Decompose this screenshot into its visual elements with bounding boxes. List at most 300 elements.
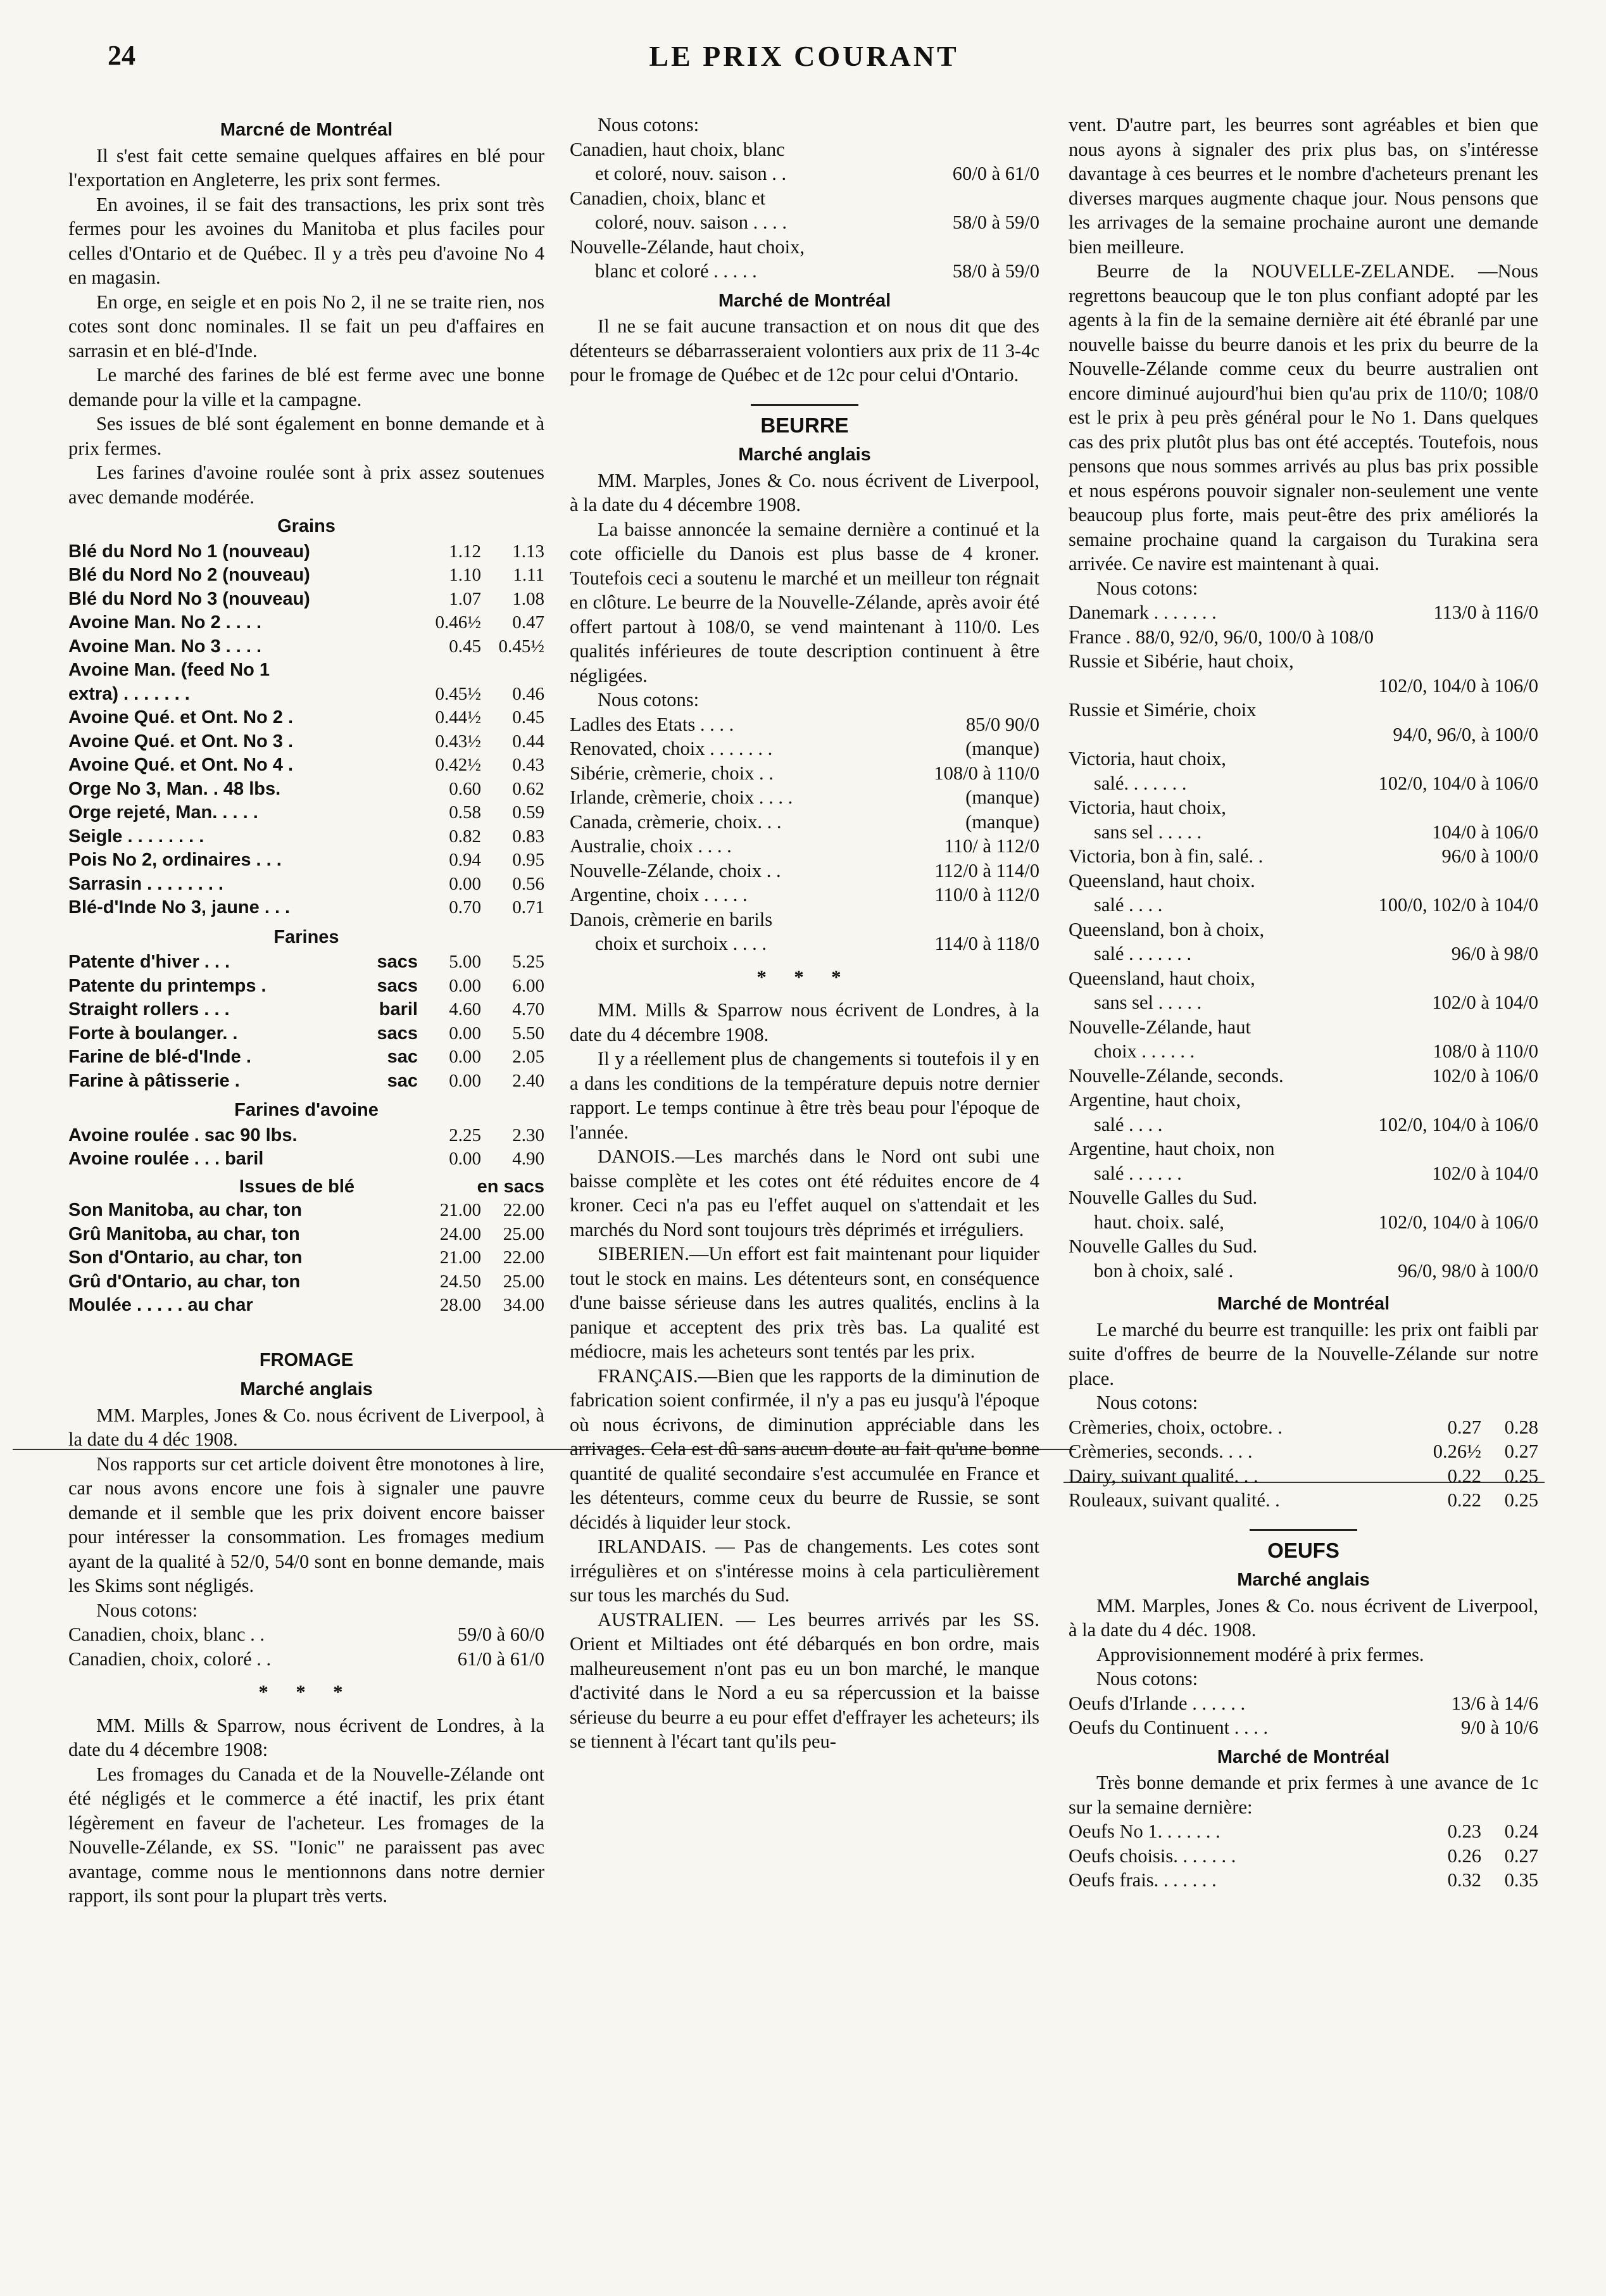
price-value: 102/0 à 106/0 <box>1432 1064 1538 1087</box>
price-row <box>570 810 1039 835</box>
price-low: 0.00 <box>449 1070 481 1091</box>
table-row <box>68 564 544 588</box>
price-value: 108/0 à 110/0 <box>934 762 1039 784</box>
paragraph: MM. Mills & Sparrow nous écrivent de Londres, à la date du 4 décembre 1908. <box>570 999 1039 1045</box>
price-row <box>1069 674 1538 698</box>
row-label: Farine de blé-d'Inde . <box>68 1047 251 1067</box>
price-row <box>1069 1113 1538 1137</box>
section-heading: Marché de Montréal <box>1217 1746 1390 1767</box>
price-row <box>1069 649 1538 674</box>
price-row <box>1069 1464 1538 1489</box>
price-high: 0.43 <box>512 755 544 775</box>
price-value: 110/0 à 112/0 <box>934 884 1039 905</box>
price-value: 102/0, 104/0 à 106/0 <box>1378 674 1538 697</box>
price-low: 0.00 <box>449 1023 481 1044</box>
row-label: Irlande, crèmerie, choix . . . . <box>570 786 793 808</box>
price-low: 0.22 <box>1447 1489 1481 1511</box>
row-label: Russie et Sibérie, haut choix, <box>1069 650 1294 672</box>
price-row <box>1069 1415 1538 1440</box>
price-row <box>570 137 1039 162</box>
table-row <box>68 611 544 635</box>
price-value: 58/0 à 59/0 <box>952 260 1039 282</box>
price-row <box>1069 1844 1538 1869</box>
table-row <box>68 588 544 612</box>
price-low: 0.00 <box>449 873 481 894</box>
unit: sacs <box>377 1023 418 1044</box>
section-heading: OEUFS <box>1267 1538 1339 1562</box>
price-row <box>1069 1161 1538 1186</box>
divider-rule <box>751 404 858 406</box>
separator-stars: * * * <box>756 966 853 988</box>
price-high: 0.25 <box>1504 1465 1538 1487</box>
row-label: Orge No 3, Man. . 48 lbs. <box>68 778 281 799</box>
price-row <box>1069 893 1538 918</box>
price-low: 1.12 <box>449 541 481 562</box>
price-high: 25.00 <box>503 1271 544 1292</box>
row-label: bon à choix, salé . <box>1094 1259 1234 1282</box>
price-row <box>1069 990 1538 1015</box>
price-row <box>570 907 1039 932</box>
row-label: Blé du Nord No 1 (nouveau) <box>68 541 310 562</box>
price-low: 2.25 <box>449 1125 481 1145</box>
row-label: Victoria, haut choix, <box>1069 797 1226 818</box>
table-row <box>68 540 544 564</box>
price-low: 0.26 <box>1447 1845 1481 1867</box>
paragraph: Les farines d'avoine roulée sont à prix assez soutenues avec demande modérée. <box>68 462 544 508</box>
row-label <box>1069 722 1393 747</box>
price-high: 5.50 <box>512 1023 544 1044</box>
price-high: 0.46 <box>512 683 544 704</box>
row-label: Crèmeries, seconds. . . . <box>1069 1441 1253 1462</box>
section-heading: Farines <box>273 926 339 947</box>
price-row <box>1069 795 1538 820</box>
row-label: sans sel . . . . . <box>1094 821 1202 843</box>
row-label: Dairy, suivant qualité. . . <box>1069 1465 1258 1487</box>
table-row <box>68 1246 544 1270</box>
price-low: 0.27 <box>1447 1416 1481 1438</box>
row-label: Straight rollers . . . <box>68 999 230 1019</box>
price-low: 24.00 <box>439 1223 481 1244</box>
row-label: Nouvelle-Zélande, seconds. <box>1069 1064 1284 1087</box>
price-row <box>570 161 1039 186</box>
paragraph: FRANÇAIS.—Bien que les rapports de la diminution de fabrication soient confirmée, il n'y a pas eu jusqu'à l'époque où nous écrivons, de diminution appréciable dans les arrivages. Cela est dû sans aucun doute au fait qu'une bonne quantité de qualité secondaire s'est accumulée en France et les détenteurs, comme ceux du beurre de Russie, se sont décidés à liquider leur stock. <box>570 1365 1039 1533</box>
price-row <box>1069 1039 1538 1064</box>
price-high: 0.24 <box>1504 1820 1538 1842</box>
price-row <box>1069 1137 1538 1161</box>
paragraph: Il s'est fait cette semaine quelques affaires en blé pour l'exportation en Angleterre, les prix sont fermes. <box>68 144 544 191</box>
row-label: Queensland, bon à choix, <box>1069 918 1265 940</box>
price-high: 0.28 <box>1504 1416 1538 1438</box>
price-value: 102/0 à 104/0 <box>1432 1162 1538 1184</box>
table-row <box>68 1069 544 1094</box>
paragraph: En avoines, il se fait des transactions, les prix sont très fermes pour les avoines du Manitoba et plus faciles pour celles d'Ontario et de Québec. Il y a très peu d'avoine No 4 en magasin. <box>68 193 544 288</box>
price-low: 0.94 <box>449 850 481 870</box>
row-label: Avoine roulée . . . baril <box>68 1149 264 1169</box>
row-label: salé . . . . <box>1094 1113 1163 1135</box>
price-row <box>1069 1259 1538 1284</box>
price-value: 59/0 à 60/0 <box>457 1624 544 1645</box>
price-high: 2.30 <box>512 1125 544 1145</box>
price-high: 34.00 <box>503 1295 544 1315</box>
row-label <box>1069 674 1379 698</box>
price-row <box>1069 869 1538 893</box>
price-value: 58/0 à 59/0 <box>952 211 1039 233</box>
price-row <box>1069 1015 1538 1040</box>
price-row <box>1069 942 1538 966</box>
section-subheading: Marché anglais <box>1237 1570 1370 1590</box>
row-label: Queensland, haut choix, <box>1069 967 1255 989</box>
price-value: 94/0, 96/0, à 100/0 <box>1393 723 1538 745</box>
price-value: 102/0, 104/0 à 106/0 <box>1378 1113 1538 1135</box>
price-low: 0.00 <box>449 1149 481 1169</box>
issues-table <box>68 1199 544 1318</box>
price-low: 0.22 <box>1447 1465 1481 1487</box>
row-label: Russie et Simérie, choix <box>1069 699 1257 721</box>
price-high: 0.56 <box>512 873 544 894</box>
page-header <box>70 39 1538 84</box>
page-title: LE PRIX COURANT <box>649 40 959 72</box>
section-heading: BEURRE <box>760 413 849 437</box>
row-label: Crèmeries, choix, octobre. . <box>1069 1416 1283 1438</box>
unit: baril <box>379 999 418 1019</box>
price-low: 0.26½ <box>1433 1441 1481 1462</box>
price-value: 13/6 à 14/6 <box>1451 1692 1538 1714</box>
unit: sacs <box>377 975 418 996</box>
row-label: Blé-d'Inde No 3, jaune . . . <box>68 897 291 918</box>
montreal-beurre-prices <box>1069 1415 1538 1513</box>
price-value: 100/0, 102/0 à 104/0 <box>1378 894 1538 916</box>
label: Nous cotons: <box>1096 1668 1198 1689</box>
row-label: Danois, crèmerie en barils <box>570 908 773 930</box>
table-row <box>68 635 544 659</box>
paragraph: AUSTRALIEN. — Les beurres arrivés par les SS. Orient et Miltiades ont été débarqués en bon ordre, mais malheureusement n'ont pas eu un bon marché, le manque d'activité dans le Nord a eu sa répercussion et la baisse sérieuse du beurre a eu pour effet d'effrayer les acheteurs; ils se tiennent à l'écart tant qu'ils peu- <box>570 1608 1039 1752</box>
price-row <box>1069 747 1538 771</box>
price-low: 21.00 <box>439 1200 481 1220</box>
table-row <box>68 1022 544 1046</box>
row-label: choix . . . . . . <box>1094 1040 1195 1062</box>
price-low: 0.00 <box>449 975 481 996</box>
price-row <box>1069 844 1538 869</box>
price-value: 114/0 à 118/0 <box>934 933 1039 954</box>
price-high: 5.25 <box>512 952 544 972</box>
unit: sac <box>387 1047 418 1067</box>
label: Nous cotons: <box>1096 1392 1198 1413</box>
price-low: 0.45½ <box>435 683 481 704</box>
table-row <box>68 1124 544 1148</box>
price-high: 0.27 <box>1504 1845 1538 1867</box>
row-label: coloré, nouv. saison . . . . <box>595 211 787 233</box>
price-row <box>570 931 1039 956</box>
price-row <box>1069 1234 1538 1259</box>
price-row <box>68 1647 544 1672</box>
row-label: Canada, crèmerie, choix. . . <box>570 811 782 833</box>
column-3 <box>1069 113 1538 1893</box>
row-label: Nouvelle-Zélande, choix . . <box>570 859 781 881</box>
paragraph: Il y a réellement plus de changements si toutefois il y en a dans les conditions de la température depuis notre dernier rapport. Le temps continue à être très beau pour l'époque de l'année. <box>570 1048 1039 1143</box>
price-value: 112/0 à 114/0 <box>934 859 1039 881</box>
price-low: 21.00 <box>439 1247 481 1268</box>
price-low: 1.10 <box>449 565 481 585</box>
price-value: 60/0 à 61/0 <box>952 163 1039 184</box>
table-row <box>68 1199 544 1223</box>
price-low: 0.60 <box>449 778 481 799</box>
price-row <box>570 785 1039 810</box>
price-high: 4.90 <box>512 1149 544 1169</box>
paragraph: Ses issues de blé sont également en bonne demande et à prix fermes. <box>68 413 544 459</box>
paragraph: Nos rapports sur cet article doivent être monotones à lire, car nous avons encore une fois à signaler une pauvre demande et il semble que les prix doivent encore baisser pour intéresser la consommation. Les fromages medium ayant de la qualité à 52/0, 54/0 sont en bonne demande, mais les Skims sont négligés. <box>68 1453 544 1596</box>
row-label: Victoria, haut choix, <box>1069 748 1226 769</box>
row-label: Avoine Qué. et Ont. No 2 . <box>68 707 294 728</box>
row-label: Argentine, haut choix, non <box>1069 1138 1275 1159</box>
table-row <box>68 1270 544 1294</box>
row-label: salé . . . . . . . <box>1094 943 1192 964</box>
table-row <box>68 1045 544 1069</box>
row-label: Farine à pâtisserie . <box>68 1070 240 1091</box>
row-label: Blé du Nord No 3 (nouveau) <box>68 588 310 609</box>
price-row <box>68 1622 544 1647</box>
price-value: 96/0 à 98/0 <box>1451 943 1538 964</box>
price-value: 108/0 à 110/0 <box>1433 1040 1538 1062</box>
price-value: 110/ à 112/0 <box>944 835 1039 857</box>
section-heading: Marcné de Montréal <box>220 120 393 140</box>
price-low: 0.45 <box>449 636 481 657</box>
table-row <box>68 683 544 707</box>
paragraph: Approvisionnement modéré à prix fermes. <box>1096 1643 1424 1665</box>
row-label: Queensland, haut choix. <box>1069 869 1255 892</box>
row-label: Canadien, choix, blanc . . <box>68 1624 265 1645</box>
label: Nous cotons: <box>598 114 699 136</box>
table-row <box>68 896 544 920</box>
row-label: France . 88/0, 92/0, 96/0, 100/0 à 108/0 <box>1069 626 1374 648</box>
price-high: 0.62 <box>512 778 544 799</box>
price-high: 0.45½ <box>498 636 544 657</box>
farines-table <box>68 950 544 1093</box>
price-row <box>570 859 1039 883</box>
row-label: Renovated, choix . . . . . . . <box>570 738 773 759</box>
fromage-cotons <box>570 137 1039 284</box>
section-heading: Farines d'avoine <box>234 1100 379 1120</box>
row-label: Oeufs No 1. . . . . . . <box>1069 1820 1220 1842</box>
price-row <box>570 186 1039 211</box>
paragraph: MM. Marples, Jones & Co. nous écrivent de Liverpool, à la date du 4 déc 1908. <box>68 1404 544 1450</box>
row-label: Son d'Ontario, au char, ton <box>68 1247 303 1268</box>
row-label: Victoria, bon à fin, salé. . <box>1069 845 1264 867</box>
row-label: Avoine Qué. et Ont. No 4 . <box>68 755 294 775</box>
price-row <box>1069 1064 1538 1088</box>
price-low: 0.58 <box>449 802 481 823</box>
price-row <box>570 736 1039 761</box>
price-value: 96/0, 98/0 à 100/0 <box>1398 1259 1538 1282</box>
price-row <box>570 761 1039 786</box>
price-high: 4.70 <box>512 999 544 1019</box>
row-label: Rouleaux, suivant qualité. . <box>1069 1489 1280 1511</box>
price-row <box>1069 1088 1538 1113</box>
price-row <box>1069 1439 1538 1464</box>
row-label: Sibérie, crèmerie, choix . . <box>570 762 774 784</box>
divider-rule <box>1250 1529 1357 1531</box>
row-label: Avoine Man. No 3 . . . . <box>68 636 262 657</box>
price-row <box>1069 1185 1538 1210</box>
price-high: 1.08 <box>512 588 544 609</box>
paragraph: MM. Mills & Sparrow, nous écrivent de Londres, à la date du 4 décembre 1908: <box>68 1714 544 1760</box>
intro-paragraphs <box>68 144 544 510</box>
unit: sacs <box>377 952 418 972</box>
paragraph: DANOIS.—Les marchés dans le Nord ont subi une baisse complète et les cotes ont été réduites encore de 4 kroner. Ceci n'a pas eu l'effet auquel on s'attendait et les marchés du Nord sont toujours très déprimés et irréguliers. <box>570 1145 1039 1240</box>
separator-stars: * * * <box>258 1681 354 1703</box>
price-low <box>418 659 481 683</box>
price-row <box>570 712 1039 737</box>
table-row <box>68 825 544 849</box>
paragraph: Très bonne demande et prix fermes à une avance de 1c sur la semaine dernière: <box>1069 1772 1538 1818</box>
price-value: 113/0 à 116/0 <box>1433 602 1538 623</box>
paragraph: Beurre de la NOUVELLE-ZELANDE. —Nous regrettons beaucoup que le ton plus confiant adopté par les agents à la fin de la semaine dernière ait été ébranlé par une nouvelle baisse du beurre danois et les prix du beurre de la Nouvelle-Zélande comme ceux du beurre australien ont encore diminué aujourd'hui bien qu'au prix de 110/0; 108/0 est le prix à peu près général pour le No 1. Dans quelques cas des prix plutôt plus bas ont été acceptés. Toutefois, nous pensons que nous sommes arrivés au plus bas prix possible et nous espérons pouvoir signaler non-seulement une vente beaucoup plus forte, mais peut-être des prix améliorés la semaine prochaine quand la cargaison du Turakina sera arrivée. Ce navire est maintenant à quai. <box>1069 260 1538 574</box>
paragraph: En orge, en seigle et en pois No 2, il ne se traite rien, nos cotes sont donc nominales. Il se fait un peu d'affaires en sarrasin et en blé-d'Inde. <box>68 291 544 362</box>
price-low: 24.50 <box>439 1271 481 1292</box>
price-value: (manque) <box>965 786 1039 808</box>
row-label: extra) . . . . . . . <box>68 683 190 704</box>
row-label: Oeufs d'Irlande . . . . . . <box>1069 1692 1246 1714</box>
row-label: Patente d'hiver . . . <box>68 952 230 972</box>
row-label: Blé du Nord No 2 (nouveau) <box>68 565 310 585</box>
beurre-prices <box>570 712 1039 956</box>
price-row <box>570 210 1039 235</box>
label: Nous cotons: <box>96 1599 198 1621</box>
price-high: 22.00 <box>503 1200 544 1220</box>
row-label: blanc et coloré . . . . . <box>595 260 757 282</box>
issues-heading-row <box>68 1175 544 1199</box>
label: Nous cotons: <box>598 689 699 710</box>
row-label: Nouvelle-Zélande, haut choix, <box>570 236 805 258</box>
price-low: 0.42½ <box>435 755 481 775</box>
row-label: Danemark . . . . . . . <box>1069 602 1217 623</box>
paragraph: Les fromages du Canada et de la Nouvelle-Zélande ont été négligés et le commerce a été inactif, les prix étant légèrement en faveur de l'acheteur. Les fromages de la Nouvelle-Zélande, ex SS. "Ionic" ne paraissent pas avec avantage, comme nous le mentionnons dans notre dernier rapport, ils sont pour la plupart très verts. <box>68 1763 544 1907</box>
price-row <box>1069 1488 1538 1513</box>
table-row <box>68 998 544 1022</box>
price-high: 1.11 <box>513 565 544 585</box>
table-row <box>68 1147 544 1171</box>
row-label: Orge rejeté, Man. . . . . <box>68 802 258 823</box>
grains-table <box>68 540 544 920</box>
price-value: (manque) <box>965 811 1039 833</box>
price-low: 0.82 <box>449 826 481 847</box>
price-high: 0.95 <box>512 850 544 870</box>
oeufs-prices <box>1069 1691 1538 1740</box>
price-row <box>1069 918 1538 942</box>
price-low: 5.00 <box>449 952 481 972</box>
table-row <box>68 659 544 683</box>
price-value: 61/0 à 61/0 <box>457 1648 544 1670</box>
section-heading: Grains <box>277 516 336 536</box>
row-label: Nouvelle Galles du Sud. <box>1069 1187 1258 1208</box>
table-row <box>68 778 544 802</box>
price-low: 0.23 <box>1447 1820 1481 1842</box>
row-label: choix et surchoix . . . . <box>595 933 767 954</box>
section-heading: Marché de Montréal <box>1217 1294 1390 1314</box>
row-label: Forte à boulanger. . <box>68 1023 238 1044</box>
table-row <box>68 950 544 975</box>
row-label: Avoine Qué. et Ont. No 3 . <box>68 731 294 752</box>
price-value: 85/0 90/0 <box>965 713 1039 735</box>
price-high <box>481 659 544 683</box>
price-value: 96/0 à 100/0 <box>1441 845 1538 867</box>
row-label: Avoine roulée . sac 90 lbs. <box>68 1125 298 1145</box>
price-row <box>1069 722 1538 747</box>
row-label: Moulée . . . . . au char <box>68 1295 253 1315</box>
price-low: 0.46½ <box>435 612 481 633</box>
section-subheading: Marché anglais <box>240 1379 373 1399</box>
table-row <box>68 1223 544 1247</box>
table-row <box>68 873 544 897</box>
section-subheading: Marché anglais <box>738 445 871 465</box>
row-label: Australie, choix . . . . <box>570 835 732 857</box>
row-label: Pois No 2, ordinaires . . . <box>68 850 282 870</box>
row-label: Argentine, haut choix, <box>1069 1089 1241 1111</box>
price-high: 0.27 <box>1504 1441 1538 1462</box>
row-label: sans sel . . . . . <box>1094 992 1202 1013</box>
section-heading: Issues de blé <box>239 1176 355 1197</box>
column-2 <box>570 113 1039 1754</box>
row-label: Nouvelle-Zélande, haut <box>1069 1016 1251 1038</box>
price-row <box>1069 1868 1538 1893</box>
paragraph: MM. Marples, Jones & Co. nous écrivent de Liverpool, à la date du 4 déc. 1908. <box>1069 1594 1538 1641</box>
price-high: 0.25 <box>1504 1489 1538 1511</box>
price-high: 22.00 <box>503 1247 544 1268</box>
price-high: 25.00 <box>503 1223 544 1244</box>
row-label: Canadien, choix, coloré . . <box>68 1648 272 1670</box>
price-row <box>570 235 1039 260</box>
price-row <box>570 259 1039 284</box>
row-label: Oeufs du Continuent . . . . <box>1069 1717 1269 1738</box>
price-low: 0.70 <box>449 897 481 918</box>
price-high: 0.45 <box>512 707 544 728</box>
price-low: 0.00 <box>449 1047 481 1067</box>
paragraph: Le marché des farines de blé est ferme avec une bonne demande pour la ville et la campagne. <box>68 364 544 410</box>
price-high: 2.40 <box>512 1070 544 1091</box>
price-high: 0.71 <box>512 897 544 918</box>
price-low: 0.43½ <box>435 731 481 752</box>
price-row <box>1069 966 1538 991</box>
column-1 <box>68 113 544 1908</box>
price-row <box>1069 820 1538 845</box>
row-label: Grû d'Ontario, au char, ton <box>68 1271 301 1292</box>
row-label: Oeufs choisis. . . . . . . <box>1069 1845 1236 1867</box>
price-value: (manque) <box>965 738 1039 759</box>
row-label: Avoine Man. No 2 . . . . <box>68 612 262 633</box>
row-label: Argentine, choix . . . . . <box>570 884 748 905</box>
price-row <box>1069 625 1538 650</box>
row-label: Nouvelle Galles du Sud. <box>1069 1235 1258 1257</box>
price-high: 0.83 <box>512 826 544 847</box>
paragraph: Il ne se fait aucune transaction et on nous dit que des détenteurs se débarrasseraient volontiers aux prix de 11 3-4c pour le fromage de Québec et de 12c pour celui d'Ontario. <box>570 315 1039 386</box>
table-row <box>68 706 544 730</box>
beurre-prices <box>1069 600 1538 1283</box>
paragraph: IRLANDAIS. — Pas de changements. Les cotes sont irrégulières et on s'intéresse moins à cela particulièrement sur tous les marchés du Sud. <box>570 1536 1039 1606</box>
page-number: 24 <box>108 40 135 71</box>
row-label: salé . . . . <box>1094 894 1163 916</box>
farines-avoine-table <box>68 1124 544 1171</box>
row-label: Canadien, haut choix, blanc <box>570 138 785 160</box>
price-row <box>1069 698 1538 722</box>
row-label: et coloré, nouv. saison . . <box>595 163 787 184</box>
paragraph: SIBERIEN.—Un effort est fait maintenant pour liquider tout le stock en mains. Les détenteurs sont, en conséquence d'une baisse sérieuse dans les autres qualités, enclins à la panique et acceptent des prix très bas. La qualité est médiocre, mais les acheteurs sont tentés par les prix. <box>570 1243 1039 1362</box>
oeufs-montreal-prices <box>1069 1819 1538 1893</box>
price-high: 0.44 <box>512 731 544 752</box>
fromage-prices <box>68 1622 544 1671</box>
table-row <box>68 975 544 999</box>
unit: sac <box>387 1070 418 1091</box>
row-label: Canadien, choix, blanc et <box>570 187 766 209</box>
price-value: 102/0, 104/0 à 106/0 <box>1378 772 1538 794</box>
